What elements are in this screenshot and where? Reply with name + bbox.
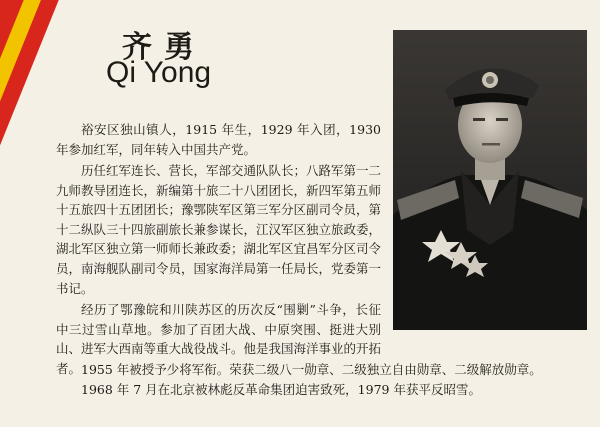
bio-paragraph-honors: 1955 年被授予少将军衔。荣获二级八一勋章、二级独立自由勋章、二级解放勋章。 (81, 362, 542, 377)
bio-paragraph-career: 历任红军连长、营长，军部交通队队长；八路军第一二九师教导团连长，新编第十旅二十八团团长，新四军第五师十五旅四十五团团长；豫鄂陕军区第三军分区副司令员，第十二纵队三十四旅副旅长兼参谋长，江汉军区独立旅政委，湖北军区独立第一师师长兼政委；湖北军区宜昌军分区司令员，南海舰队副司令员，国家海洋局第一任局长，党委第一书记。 (56, 163, 382, 296)
corner-decoration (0, 0, 60, 160)
portrait-illustration (393, 30, 587, 330)
name-english: Qi Yong (106, 56, 212, 89)
bio-paragraph-campaigns: 经历了鄂豫皖和川陕苏区的历次反“围剿”斗争，长征中三过雪山草地。参加了百团大战、中原突围、挺进大别山、进军大西南等重大战役战斗。他是我国海洋事业的开拓者。 (56, 302, 382, 376)
bio-paragraph-origin: 裕安区独山镇人，1915 年生，1929 年入团，1930 年参加红军，同年转入中国共产党。 (56, 122, 381, 157)
name-chinese: 齐勇 (122, 30, 206, 65)
portrait-photo (393, 30, 587, 330)
bio-paragraph-death: 1968 年 7 月在北京被林彪反革命集团迫害致死，1979 年获平反昭雪。 (81, 382, 481, 397)
